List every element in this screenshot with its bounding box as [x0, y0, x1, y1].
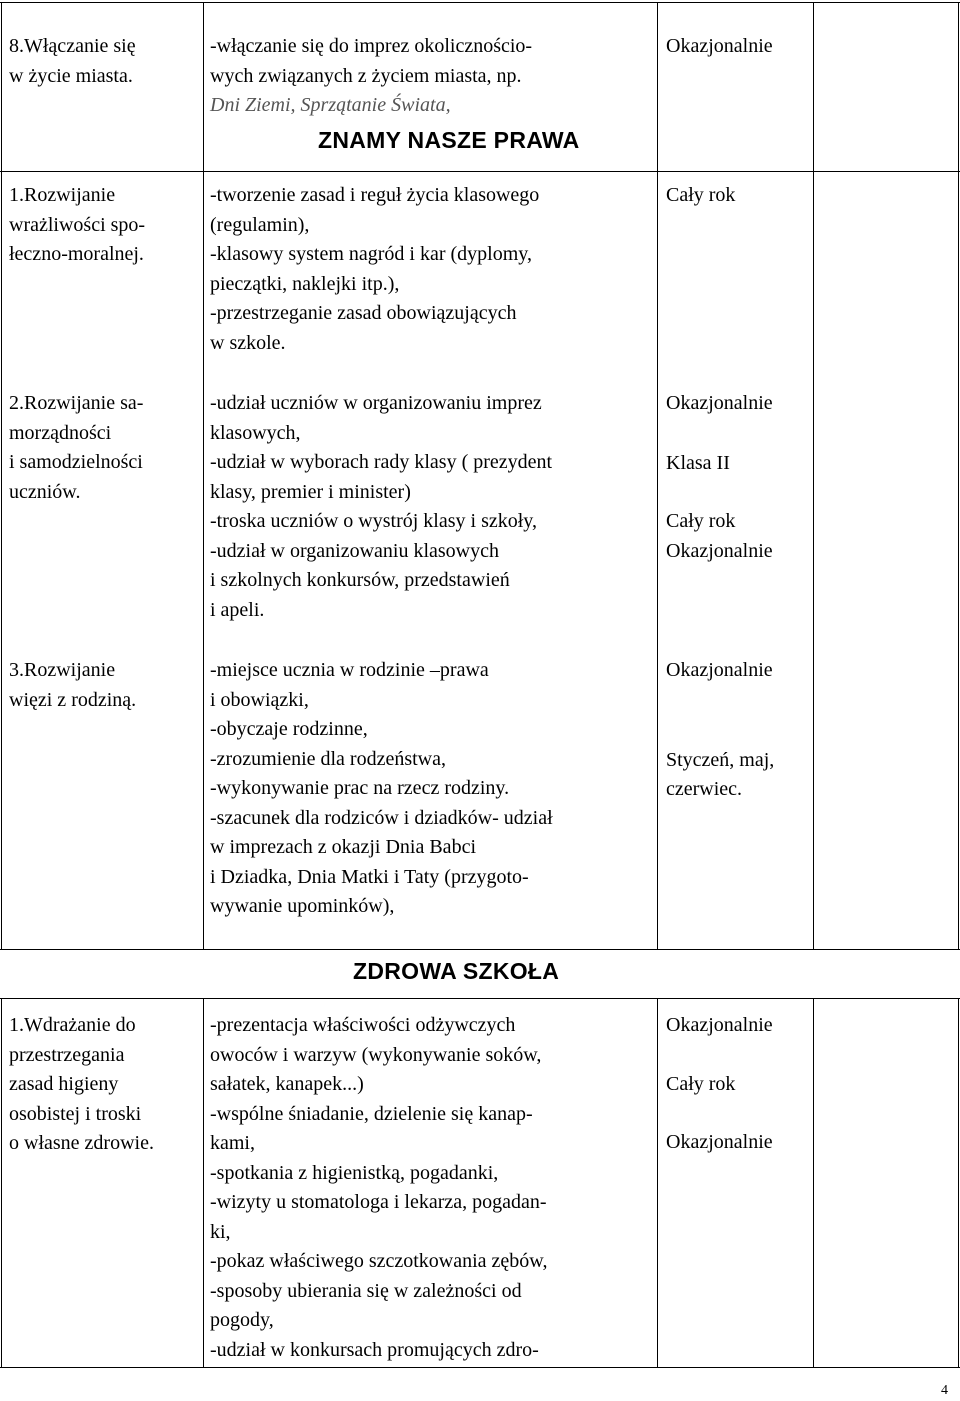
column-border: [203, 998, 204, 1367]
goal-cell: 3.Rozwijanie więzi z rodziną.: [9, 659, 137, 711]
activities-cell: -prezentacja właściwości odżywczych owoców i warzyw (wykonywanie soków, sałatek, kanapek...) -wspólne śniadanie, dzielenie się kanap- kami, -spotkania z higienistką, pogadanki, -wizyty u stomatologa i lekarza, pogadan- ki, -pokaz właściwego szczotkowania zębów, -sposoby ubierania się w zależności od pogody, -udział w konkursach promujących zdro-: [210, 1014, 548, 1361]
column-border: [657, 2, 658, 949]
column-border: [203, 2, 204, 949]
column-border: [958, 2, 959, 949]
timing-cell: Okazjonalnie Styczeń, maj, czerwiec.: [666, 659, 775, 800]
activities-cell: -miejsce ucznia w rodzinie –prawa i obowiązki, -obyczaje rodzinne, -zrozumienie dla rodzeństwa, -wykonywanie prac na rzecz rodziny. -szacunek dla rodziców i dziadków- udział w imprezach z okazji Dnia Babci i Dziadka, Dnia Matki i Taty (przygoto- wywanie upominków),: [210, 659, 553, 917]
column-border: [1, 2, 2, 949]
activities-cell: -tworzenie zasad i reguł życia klasowego (regulamin), -klasowy system nagród i kar (dyplomy, pieczątki, naklejki itp.), -przestrzeganie zasad obowiązujących w szkole.: [210, 184, 540, 354]
column-border: [657, 998, 658, 1367]
goal-cell: 1.Rozwijanie wrażliwości spo- łeczno-moralnej.: [9, 184, 146, 265]
page-number: 4: [941, 1383, 948, 1398]
column-border: [813, 2, 814, 949]
goal-cell: 8.Włączanie się w życie miasta.: [9, 35, 136, 87]
activities-cell: -włączanie się do imprez okolicznościo- wych związanych z życiem miasta, np. Dni Ziemi, Sprzątanie Świata,: [210, 35, 533, 116]
timing-cell: Okazjonalnie: [666, 35, 773, 57]
timing-cell: Okazjonalnie Cały rok Okazjonalnie: [666, 1014, 773, 1153]
timing-cell: Cały rok: [666, 184, 736, 206]
column-border: [1, 998, 2, 1367]
section-end-border: [0, 949, 960, 950]
activities-cell: -udział uczniów w organizowaniu imprez klasowych, -udział w wyborach rady klasy ( prezydent klasy, premier i minister) -troska uczniów o wystrój klasy i szkoły, -udział w organizowaniu klasowych i szkolnych konkursów, przedstawień i apeli.: [210, 392, 553, 621]
table-top-border: [0, 2, 960, 3]
timing-cell: Okazjonalnie Klasa II Cały rok Okazjonalnie: [666, 392, 773, 562]
column-border: [958, 998, 959, 1367]
section-heading-znamy-nasze-prawa: ZNAMY NASZE PRAWA: [318, 127, 580, 153]
row-separator: [0, 171, 960, 172]
row-separator: [0, 998, 960, 999]
goal-cell: 1.Wdrażanie do przestrzegania zasad higieny osobistej i troski o własne zdrowie.: [9, 1014, 154, 1154]
column-border: [813, 998, 814, 1367]
table-bottom-border: [0, 1367, 960, 1368]
section-heading-zdrowa-szkola: ZDROWA SZKOŁA: [353, 958, 560, 984]
goal-cell: 2.Rozwijanie sa- morządności i samodzielności uczniów.: [9, 392, 144, 503]
